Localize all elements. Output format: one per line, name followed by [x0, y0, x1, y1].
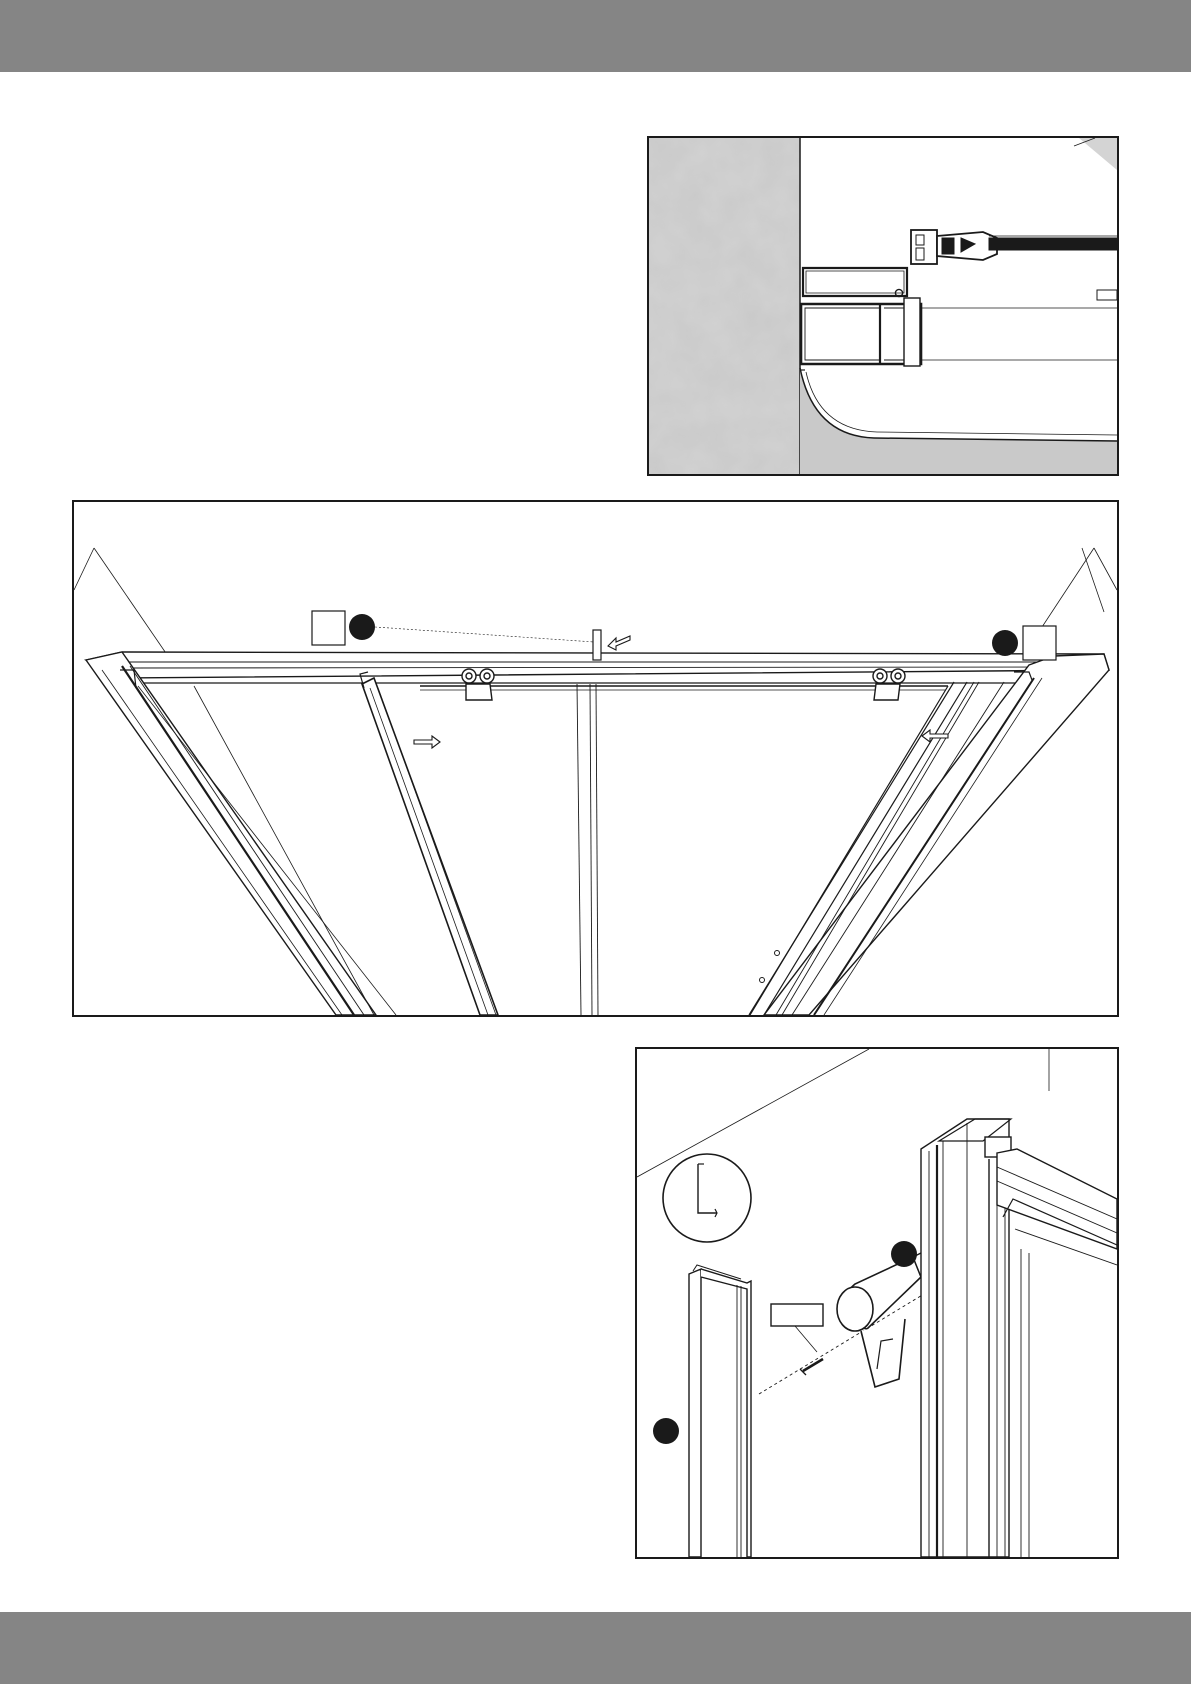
part-marker-lower — [653, 1418, 679, 1444]
center-profile — [577, 630, 601, 1015]
sliding-door-leaf — [360, 672, 948, 1015]
door-frame-overview-drawing — [74, 502, 1117, 1015]
part-marker-right — [992, 630, 1018, 656]
door-seal — [911, 230, 1117, 264]
wall-profile-piece — [689, 1265, 751, 1557]
profile-fixing-drawing — [637, 1049, 1117, 1557]
screw-icon — [800, 1359, 823, 1375]
label-box-right — [1023, 626, 1056, 660]
right-wall-profile — [749, 654, 1109, 1015]
glass-screw-points — [760, 951, 780, 983]
wall-profile — [801, 268, 1117, 366]
profile-cross-section-drawing — [649, 138, 1117, 474]
part-marker-left — [349, 614, 375, 640]
label-box — [771, 1304, 823, 1352]
detail-circle-icon — [663, 1154, 751, 1242]
profile-cross-section-figure — [647, 136, 1119, 476]
profile-fixing-figure — [635, 1047, 1119, 1559]
roller-right — [873, 669, 905, 700]
wall-surface — [649, 138, 800, 474]
door-frame-overview-figure — [72, 500, 1119, 1017]
footer-band — [0, 1612, 1191, 1684]
background-edge — [1074, 138, 1117, 170]
left-wall-profile — [86, 652, 376, 1015]
label-box-left — [312, 611, 345, 645]
fixed-glass-left — [138, 686, 396, 1015]
floor-tray — [800, 368, 1117, 474]
part-marker-upper — [891, 1241, 917, 1267]
top-rail — [997, 1149, 1117, 1557]
header-band — [0, 0, 1191, 72]
